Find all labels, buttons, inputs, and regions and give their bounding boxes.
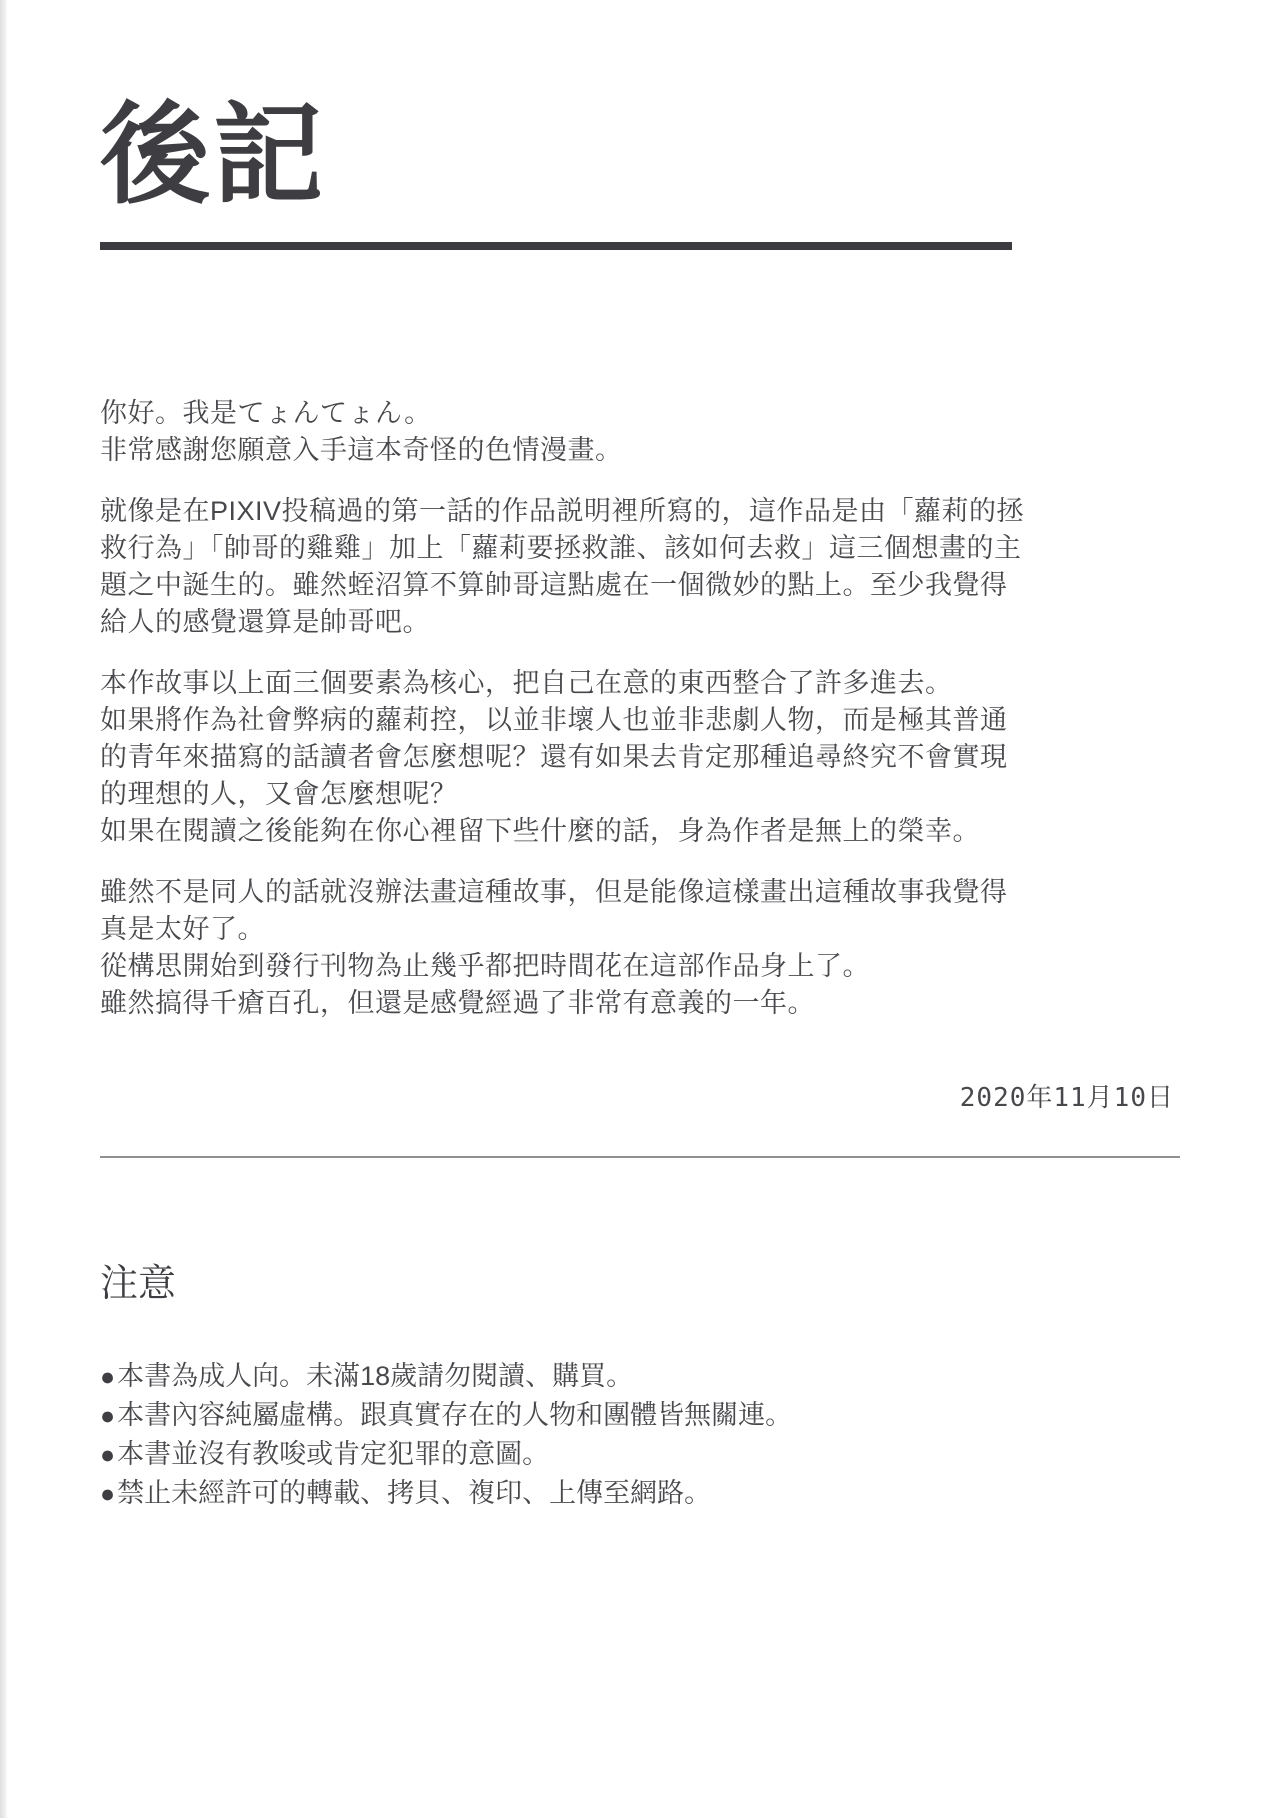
- notice-text: 本書並沒有教唆或肯定犯罪的意圖。: [117, 1438, 550, 1469]
- text-line: 本作故事以上面三個要素為核心，把自己在意的東西整合了許多進去。: [100, 667, 953, 698]
- paragraph-themes: [100, 665, 1025, 850]
- notice-item: [100, 1474, 1180, 1513]
- bullet-icon: ●: [100, 1479, 116, 1508]
- text-line: 雖然不是同人的話就沒辦法畫這種故事，但是能像這樣畫出這種故事我覺得真是太好了。: [100, 876, 1008, 944]
- text-line: 非常感謝您願意入手這本奇怪的色情漫畫。: [100, 434, 623, 465]
- notice-text: 本書為成人向。未滿18歲請勿閱讀、購買。: [117, 1360, 634, 1391]
- title-divider: [100, 242, 1012, 250]
- notice-item: [100, 1435, 1180, 1474]
- notice-heading: 注意: [100, 1262, 177, 1305]
- notice-text: 本書內容純屬虛構。跟真實存在的人物和團體皆無關連。: [117, 1399, 793, 1430]
- page-title: 後記: [100, 94, 326, 217]
- text-line: 雖然搞得千瘡百孔，但還是感覺經過了非常有意義的一年。: [100, 987, 815, 1018]
- text-line: 如果在閱讀之後能夠在你心裡留下些什麼的話，身為作者是無上的榮幸。: [100, 815, 980, 846]
- text-line: 就像是在PIXIV投稿過的第一話的作品説明裡所寫的，這作品是由「蘿莉的拯救行為」「帥哥的雞雞」加上「蘿莉要拯救誰、該如何去救」這三個想畫的主題之中誕生的。雖然蛭沼算不算帥哥這點處在一個微妙的點上。至少我覺得給人的感覺還算是帥哥吧。: [100, 495, 1025, 637]
- text-line: 你好。我是てょんてょん。: [100, 397, 432, 428]
- paragraph-origin: [100, 493, 1025, 641]
- section-divider: [100, 1156, 1180, 1158]
- notice-item: [100, 1357, 1180, 1396]
- bullet-icon: ●: [100, 1401, 116, 1430]
- text-line: 從構思開始到發行刊物為止幾乎都把時間花在這部作品身上了。: [100, 950, 870, 981]
- bullet-icon: ●: [100, 1440, 116, 1469]
- date-text: 2020年11月10日: [959, 1082, 1174, 1113]
- notice-list: [100, 1357, 1180, 1513]
- bullet-icon: ●: [100, 1362, 116, 1391]
- scan-edge-shadow: [0, 0, 7, 1818]
- paragraph-reflection: [100, 874, 1025, 1022]
- notice-text: 禁止未經許可的轉載、拷貝、複印、上傳至網路。: [117, 1477, 712, 1508]
- afterword-body: [100, 395, 1025, 1022]
- text-line: 如果將作為社會弊病的蘿莉控，以並非壞人也並非悲劇人物，而是極其普通的青年來描寫的話讀者會怎麼想呢？還有如果去肯定那種追尋終究不會實現的理想的人，又會怎麼想呢？: [100, 704, 1008, 809]
- notice-item: [100, 1396, 1180, 1435]
- paragraph-greeting: [100, 395, 1025, 469]
